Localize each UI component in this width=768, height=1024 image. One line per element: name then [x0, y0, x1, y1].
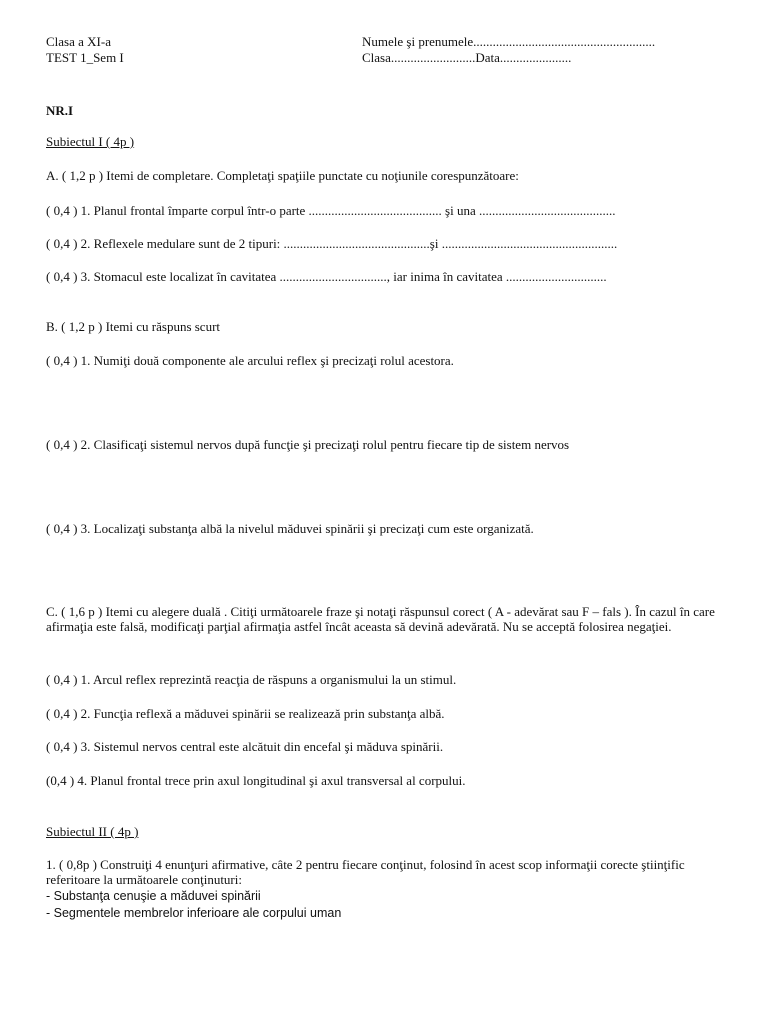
part-b-heading: B. ( 1,2 p ) Itemi cu răspuns scurt	[46, 319, 221, 334]
part-b-item-3: ( 0,4 ) 3. Localizaţi substanţa albă la nivelul măduvei spinării şi precizaţi cum este organizată.	[46, 521, 534, 536]
subject-2-item-1: 1. ( 0,8p ) Construiţi 4 enunţuri afirmative, câte 2 pentru fiecare conţinut, folosind în acest scop informaţii corecte ştiinţific referitoare la următoarele conţinuturi:	[46, 857, 685, 887]
class-date-field: Clasa..........................Data......................	[362, 50, 572, 65]
part-b-item-2: ( 0,4 ) 2. Clasificaţi sistemul nervos după funcţie şi precizaţi rolul pentru fiecare tip de sistem nervos	[46, 437, 570, 452]
part-c-item-4: (0,4 ) 4. Planul frontal trece prin axul longitudinal şi axul transversal al corpului.	[46, 773, 466, 788]
subject-2-title: Subiectul II ( 4p )	[46, 824, 139, 839]
test-label: TEST 1_Sem I	[46, 50, 124, 65]
part-b-item-1: ( 0,4 ) 1. Numiţi două componente ale arcului reflex şi precizaţi rolul acestora.	[46, 353, 454, 368]
subject-1-title: Subiectul I ( 4p )	[46, 134, 135, 149]
part-c-item-2: ( 0,4 ) 2. Funcţia reflexă a măduvei spinării se realizează prin substanţa albă.	[46, 706, 445, 721]
part-a-item-3: ( 0,4 ) 3. Stomacul este localizat în cavitatea ................................., iar inima în cavitatea ...............................	[46, 269, 607, 284]
class-label: Clasa a XI-a	[46, 34, 111, 49]
part-c-item-3: ( 0,4 ) 3. Sistemul nervos central este alcătuit din encefal şi măduva spinării.	[46, 739, 444, 754]
subject-2-bullet-1: - Substanţa cenuşie a măduvei spinării	[46, 889, 261, 903]
part-a-heading: A. ( 1,2 p ) Itemi de completare. Completaţi spaţiile punctate cu noţiunile corespunzătoare:	[46, 168, 519, 183]
student-name-field: Numele şi prenumele........................................................	[362, 34, 656, 49]
section-number: NR.I	[46, 103, 74, 118]
part-a-item-2: ( 0,4 ) 2. Reflexele medulare sunt de 2 tipuri: .............................................şi ......................................................	[46, 236, 618, 251]
part-a-item-1: ( 0,4 ) 1. Planul frontal împarte corpul într-o parte ......................................... şi una ..........................................	[46, 203, 616, 218]
part-c-item-1: ( 0,4 ) 1. Arcul reflex reprezintă reacţia de răspuns a organismului la un stimul.	[46, 672, 457, 687]
part-c-heading: C. ( 1,6 p ) Itemi cu alegere duală . Citiţi următoarele fraze şi notaţi răspunsul corect ( A - adevărat sau F – fals ). În cazul în care afirmaţia este falsă, modificaţi parţial afirmaţia astfel încât aceasta să devină adevărată. Nu se acceptă folosirea negaţiei.	[46, 604, 715, 634]
subject-2-bullet-2: - Segmentele membrelor inferioare ale corpului uman	[46, 906, 342, 920]
